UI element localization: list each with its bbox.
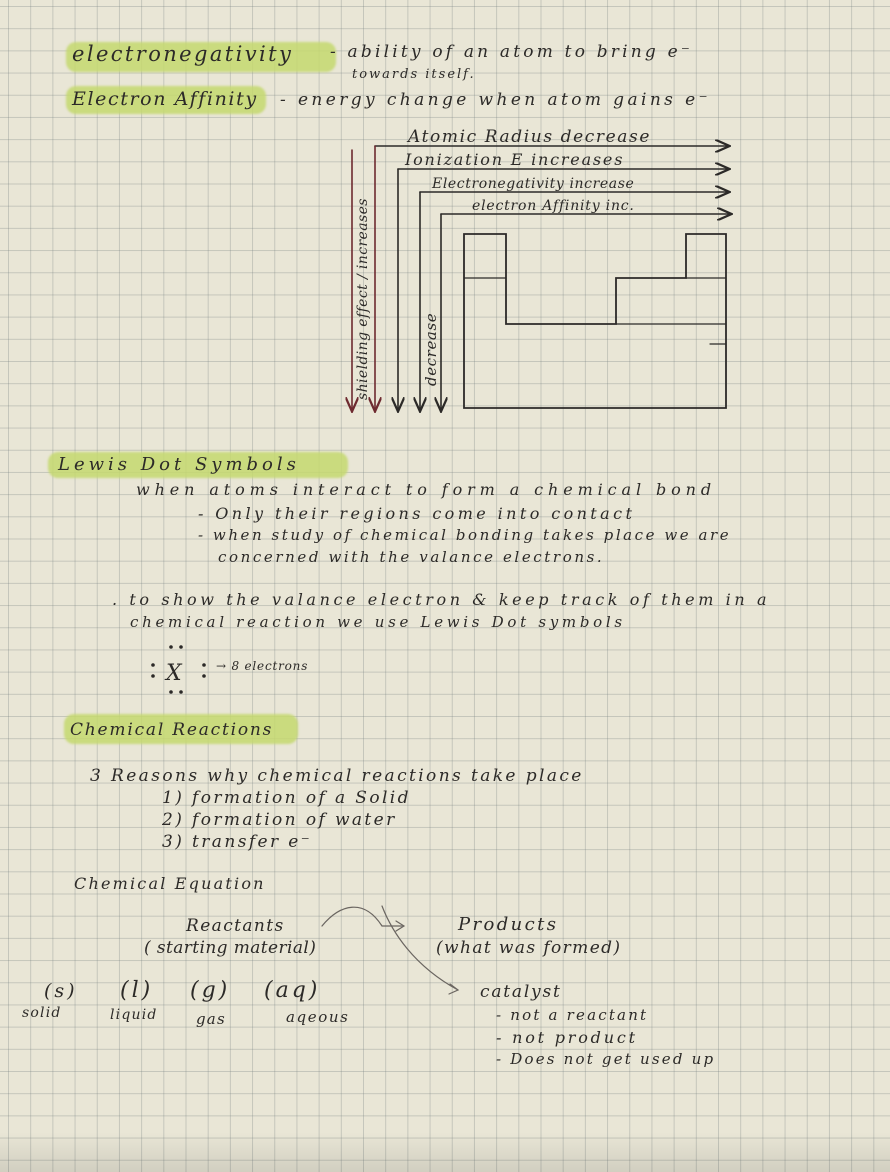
catalyst-label: catalyst xyxy=(480,982,562,1002)
state-name: aqeous xyxy=(286,1008,350,1026)
ionization-label: Ionization E increases xyxy=(405,150,625,169)
electronegativity-label: Electronegativity increase xyxy=(432,176,635,192)
state-symbol: (l) xyxy=(120,978,154,1003)
products-label: Products xyxy=(458,914,559,935)
lewis-bullet: - Only their regions come into contact xyxy=(198,504,636,523)
lewis-example-note: → 8 electrons xyxy=(216,659,309,673)
state-name: gas xyxy=(196,1010,226,1028)
lewis-line: when atoms interact to form a chemical bond xyxy=(136,480,716,499)
lewis-line-cont: chemical reaction we use Lewis Dot symbols xyxy=(130,613,626,631)
lewis-heading: Lewis Dot Symbols xyxy=(58,454,300,475)
reactants-note: ( starting material) xyxy=(144,938,317,958)
page-bottom-shadow xyxy=(0,1132,890,1172)
reactions-heading: Chemical Reactions xyxy=(70,720,274,740)
state-symbol: (aq) xyxy=(264,978,321,1003)
catalyst-point: - not product xyxy=(496,1028,638,1047)
electron-affinity-definition: - energy change when atom gains e⁻ xyxy=(280,90,711,110)
state-symbol: (g) xyxy=(190,978,231,1003)
reasons-title: 3 Reasons why chemical reactions take place xyxy=(90,766,584,786)
lewis-example-symbol: X xyxy=(166,661,182,686)
electronegativity-definition-cont: towards itself. xyxy=(352,67,476,82)
state-name: liquid xyxy=(110,1007,158,1023)
electron-affinity-term: Electron Affinity xyxy=(72,88,258,110)
atomic-radius-label: Atomic Radius decrease xyxy=(408,127,652,147)
equation-label: Chemical Equation xyxy=(74,874,266,893)
catalyst-point: - not a reactant xyxy=(496,1006,649,1024)
state-name: solid xyxy=(22,1005,62,1021)
decrease-label: decrease xyxy=(422,312,440,386)
reason-item: 2) formation of water xyxy=(162,810,397,830)
reactants-label: Reactants xyxy=(186,916,285,936)
shielding-label: shielding effect / increases xyxy=(355,198,371,400)
reason-item: 1) formation of a Solid xyxy=(162,788,411,808)
electron-affinity-label: electron Affinity inc. xyxy=(472,198,635,214)
lewis-bullet: - when study of chemical bonding takes place we are xyxy=(198,526,732,544)
state-symbol: (s) xyxy=(44,980,78,1002)
reason-item: 3) transfer e⁻ xyxy=(162,832,313,852)
electronegativity-term: electronegativity xyxy=(72,42,294,66)
electronegativity-definition: - ability of an atom to bring e⁻ xyxy=(330,42,694,62)
catalyst-point: - Does not get used up xyxy=(496,1050,716,1068)
products-note: (what was formed) xyxy=(436,938,622,958)
lewis-bullet-cont: concerned with the valance electrons. xyxy=(218,548,605,566)
lewis-line: . to show the valance electron & keep track of them in a xyxy=(112,590,771,609)
